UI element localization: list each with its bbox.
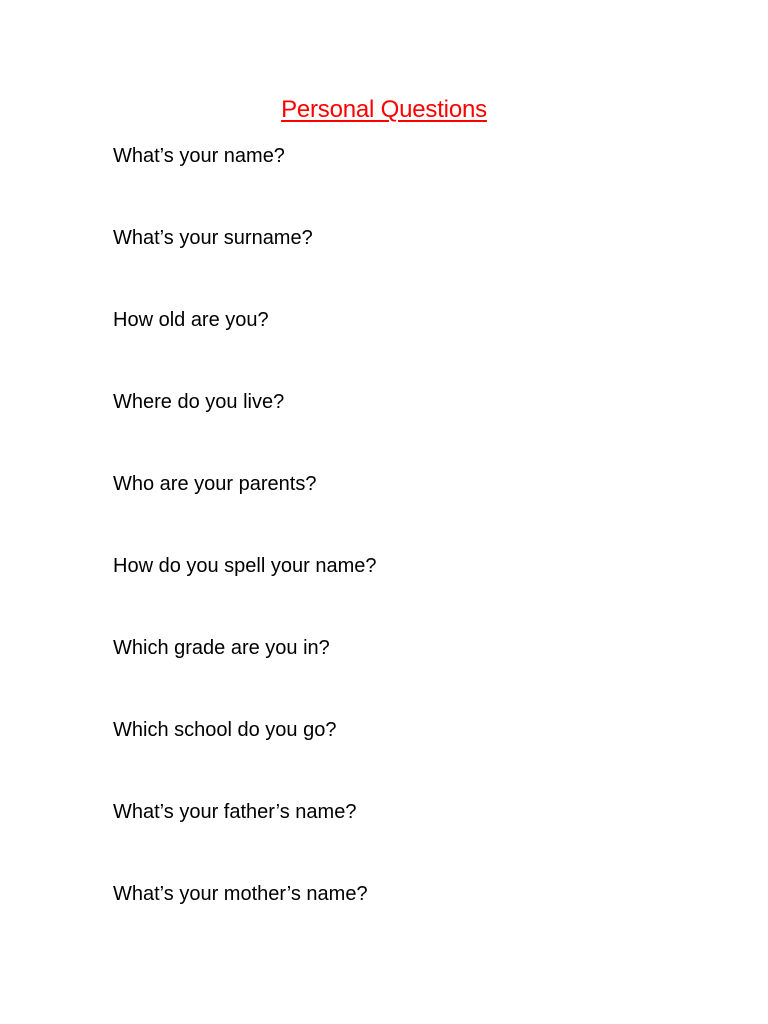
question-item: How old are you? <box>113 309 269 331</box>
question-item: Which school do you go? <box>113 719 337 741</box>
question-item: Where do you live? <box>113 391 285 413</box>
question-item: What’s your surname? <box>113 227 313 249</box>
question-list <box>113 142 376 962</box>
question-item: What’s your father’s name? <box>113 801 357 823</box>
question-item: What’s your mother’s name? <box>113 883 368 905</box>
question-item: How do you spell your name? <box>113 555 377 577</box>
document-title: Personal Questions <box>281 96 487 123</box>
question-item: Which grade are you in? <box>113 637 330 659</box>
question-item: What’s your name? <box>113 145 285 167</box>
question-item: Who are your parents? <box>113 473 317 495</box>
